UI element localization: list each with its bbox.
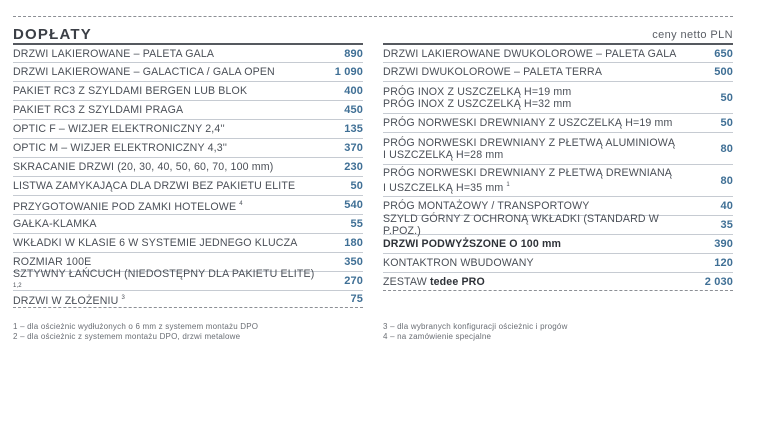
item-label-line: DRZWI LAKIEROWANE – GALACTICA / GALA OPEN [13, 66, 275, 78]
item-label-line: DRZWI W ZŁOŻENIU [13, 294, 119, 307]
item-label [383, 167, 695, 194]
item-price: 350 [344, 256, 363, 268]
item-price: 80 [720, 174, 733, 187]
footnotes-left [13, 322, 363, 342]
price-row [13, 195, 363, 214]
price-table [13, 16, 733, 308]
item-label-line: DRZWI DWUKOLOROWE – PALETA TERRA [383, 66, 603, 78]
item-label [13, 292, 325, 307]
item-label [13, 268, 325, 295]
item-label-line: SKRACANIE DRZWI (20, 30, 40, 50, 60, 70, 100 mm) [13, 161, 274, 173]
price-row [13, 119, 363, 138]
item-label-line: PRÓG MONTAŻOWY / TRANSPORTOWY [383, 200, 590, 212]
item-label [13, 218, 325, 230]
item-price: 230 [344, 161, 363, 173]
price-row [383, 113, 733, 132]
item-label-line: PRZYGOTOWANIE POD ZAMKI HOTELOWE [13, 200, 237, 213]
item-label [383, 200, 695, 212]
item-label-line: SZTYWNY ŁAŃCUCH (NIEDOSTĘPNY DLA PAKIETU ELITE) [13, 267, 315, 280]
price-row [383, 43, 733, 62]
item-price: 450 [344, 104, 363, 116]
item-label-line: ROZMIAR 100E [13, 256, 92, 268]
item-label-line: DRZWI LAKIEROWANE DWUKOLOROWE – PALETA GALA [383, 47, 677, 60]
item-label-line: DRZWI LAKIEROWANE – PALETA GALA [13, 47, 215, 60]
item-price: 890 [344, 47, 363, 60]
price-row [13, 157, 363, 176]
footnote-marker: 3 [121, 294, 125, 301]
item-label-line: KONTAKTRON WBUDOWANY [383, 257, 534, 269]
item-label-line: PAKIET RC3 Z SZYLDAMI PRAGA [13, 104, 184, 116]
item-label-line: PRÓG NORWESKI DREWNIANY Z PŁETWĄ DREWNIANĄ [383, 167, 673, 179]
item-price: 50 [720, 117, 733, 129]
item-price: 540 [344, 199, 363, 211]
item-price: 500 [714, 66, 733, 78]
price-row [383, 81, 733, 113]
item-label [383, 86, 695, 110]
price-row [13, 138, 363, 157]
item-label-line: SZYLD GÓRNY Z OCHRONĄ WKŁADKI (STANDARD W P.POZ.) [383, 213, 659, 237]
item-label [383, 238, 695, 250]
price-row [13, 43, 363, 62]
price-row [13, 267, 363, 290]
item-label [383, 66, 695, 78]
price-row [383, 272, 733, 291]
item-label-brand: tedee PRO [429, 275, 485, 288]
item-label-line: LISTWA ZAMYKAJĄCA DLA DRZWI BEZ PAKIETU ELITE [13, 180, 296, 192]
footnote-marker: 4 [239, 200, 243, 207]
price-row [13, 81, 363, 100]
item-price: 1 090 [334, 66, 363, 78]
price-row [383, 164, 733, 196]
item-price: 75 [350, 293, 363, 305]
footnote-text: 4 – na zamówienie specjalne [383, 332, 492, 341]
price-row [383, 213, 733, 237]
price-row [383, 253, 733, 272]
item-label [13, 237, 325, 249]
price-row [383, 132, 733, 164]
item-label [13, 142, 325, 154]
price-row [13, 214, 363, 233]
item-price: 650 [714, 47, 733, 60]
item-label-line: PRÓG NORWESKI DREWNIANY Z USZCZELKĄ H=19 mm [383, 117, 673, 129]
item-price: 400 [344, 85, 363, 97]
footnote-text: 1 – dla ościeżnic wydłużonych o 6 mm z systemem montażu DPO [13, 322, 259, 331]
item-price: 370 [344, 142, 363, 154]
item-price: 135 [344, 123, 363, 135]
item-label [383, 117, 695, 129]
item-label-line: I USZCZELKĄ H=35 mm [383, 182, 504, 194]
item-label-line: OPTIC F – WIZJER ELEKTRONICZNY 2,4'' [13, 123, 225, 135]
item-label-line: OPTIC M – WIZJER ELEKTRONICZNY 4,3'' [13, 142, 228, 154]
footnotes-right [383, 322, 733, 342]
item-price: 55 [350, 218, 363, 230]
item-price: 50 [350, 180, 363, 192]
item-price: 120 [714, 257, 733, 269]
price-row [13, 233, 363, 252]
item-label [13, 256, 325, 268]
item-label-line: DRZWI PODWYŻSZONE O 100 mm [383, 238, 562, 250]
footnote-marker: 1 [506, 182, 510, 188]
item-label-line: PRÓG NORWESKI DREWNIANY Z PŁETWĄ ALUMINIOWĄ [383, 136, 676, 149]
item-label-line: I USZCZELKĄ H=28 mm [383, 148, 504, 161]
footnotes [13, 322, 733, 342]
left-column [13, 43, 363, 308]
item-price: 390 [714, 238, 733, 250]
item-label-line: PAKIET RC3 Z SZYLDAMI BERGEN LUB BLOK [13, 85, 248, 97]
item-label-line: WKŁADKI W KLASIE 6 W SYSTEMIE JEDNEGO KLUCZA [13, 237, 298, 249]
item-label [13, 198, 325, 213]
price-row [13, 62, 363, 81]
item-label [13, 85, 325, 97]
item-price: 270 [344, 275, 363, 287]
item-label [13, 161, 325, 173]
footnote-text: 2 – dla ościeżnic z systemem montażu DPO, drzwi metalowe [13, 332, 241, 341]
price-row [13, 290, 363, 308]
page-title: DOPŁATY [13, 26, 92, 43]
item-label [13, 48, 325, 60]
item-label [13, 123, 325, 135]
price-row [13, 100, 363, 119]
item-label [13, 180, 325, 192]
price-row [383, 62, 733, 81]
item-label-line: PRÓG INOX Z USZCZELKĄ H=19 mm [383, 85, 572, 98]
price-row [13, 176, 363, 195]
item-label [383, 48, 695, 60]
item-price: 2 030 [704, 275, 733, 288]
price-note: ceny netto PLN [652, 29, 733, 41]
item-price: 80 [720, 142, 733, 155]
item-label-line: ZESTAW [383, 275, 427, 288]
item-price: 35 [720, 219, 733, 231]
item-label [383, 257, 695, 269]
item-label-line: GAŁKA-KLAMKA [13, 218, 97, 230]
item-label [383, 137, 695, 161]
table-header [13, 17, 733, 43]
right-column [383, 43, 733, 308]
footnote-text: 3 – dla wybranych konfiguracji ościeżnic i progów [383, 322, 568, 331]
item-price: 180 [344, 237, 363, 249]
item-label [383, 276, 695, 288]
footnote-marker: 1,2 [13, 282, 22, 289]
item-price: 50 [720, 91, 733, 104]
item-label [383, 213, 695, 237]
item-label-line: PRÓG INOX Z USZCZELKĄ H=32 mm [383, 97, 572, 110]
item-price: 40 [720, 200, 733, 212]
item-label [13, 66, 325, 78]
item-label [13, 104, 325, 116]
